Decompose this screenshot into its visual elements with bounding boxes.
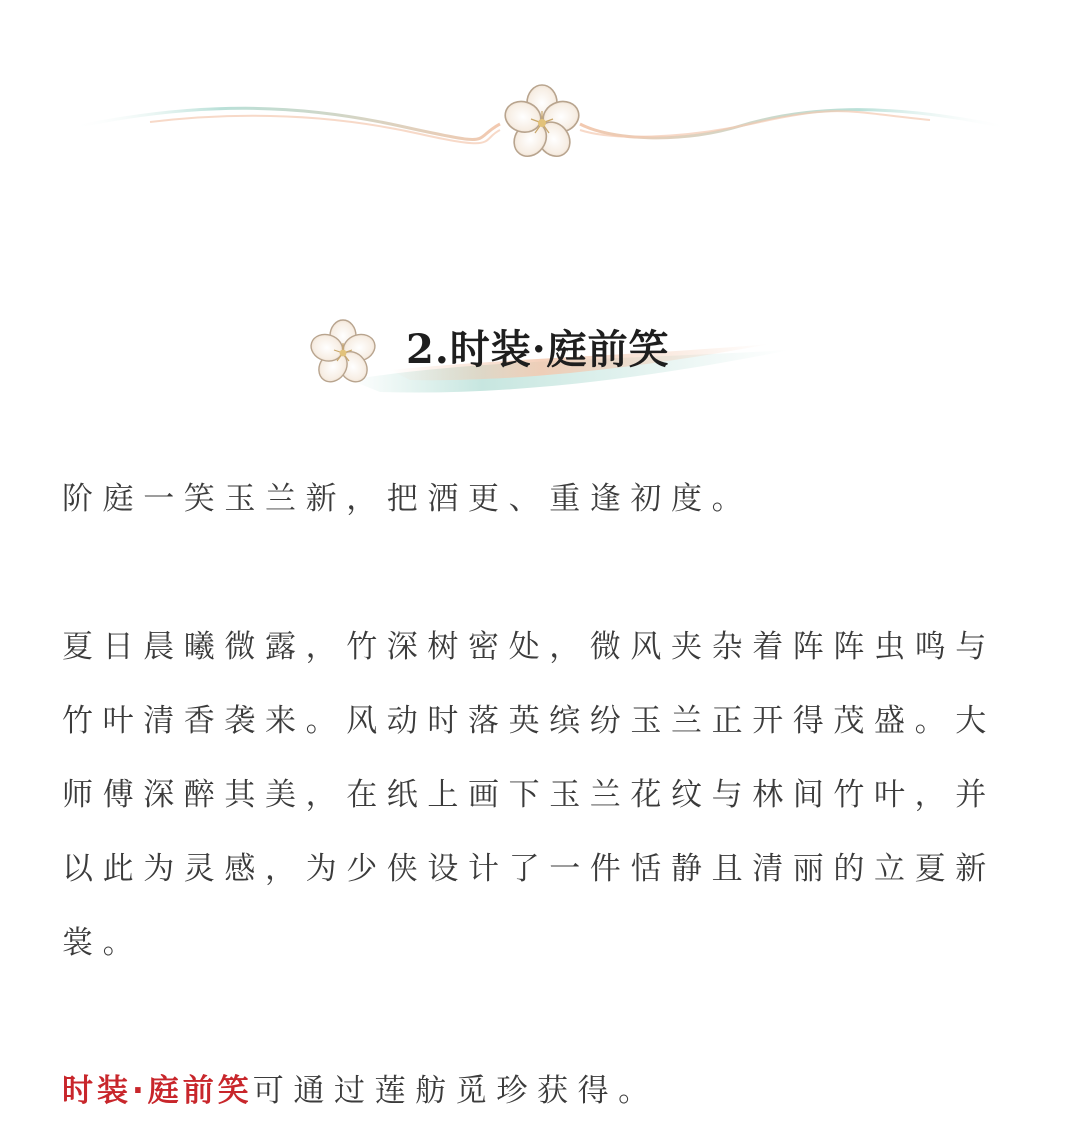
acquisition-text: 可通过莲舫觅珍获得。	[252, 1073, 659, 1109]
article-body	[62, 462, 1024, 1128]
description-paragraph: 夏日晨曦微露，竹深树密处，微风夹杂着阵阵虫鸣与竹叶清香袭来。风动时落英缤纷玉兰正开得茂盛。大师傅深醉其美，在纸上画下玉兰花纹与林间竹叶，并以此为灵感，为少侠设计了一件恬静且清丽的立夏新裳。	[62, 629, 996, 961]
section-title: 2.时装·庭前笑	[406, 326, 670, 373]
item-name-highlight: 时装·庭前笑	[62, 1073, 253, 1109]
section-heading	[290, 300, 810, 410]
plum-blossom-divider-icon	[0, 60, 1080, 180]
verse-paragraph: 阶庭一笑玉兰新，把酒更、重逢初度。	[62, 481, 753, 517]
acquisition-paragraph	[62, 1054, 1024, 1128]
plum-blossom-icon	[304, 314, 382, 392]
top-divider	[0, 60, 1080, 180]
